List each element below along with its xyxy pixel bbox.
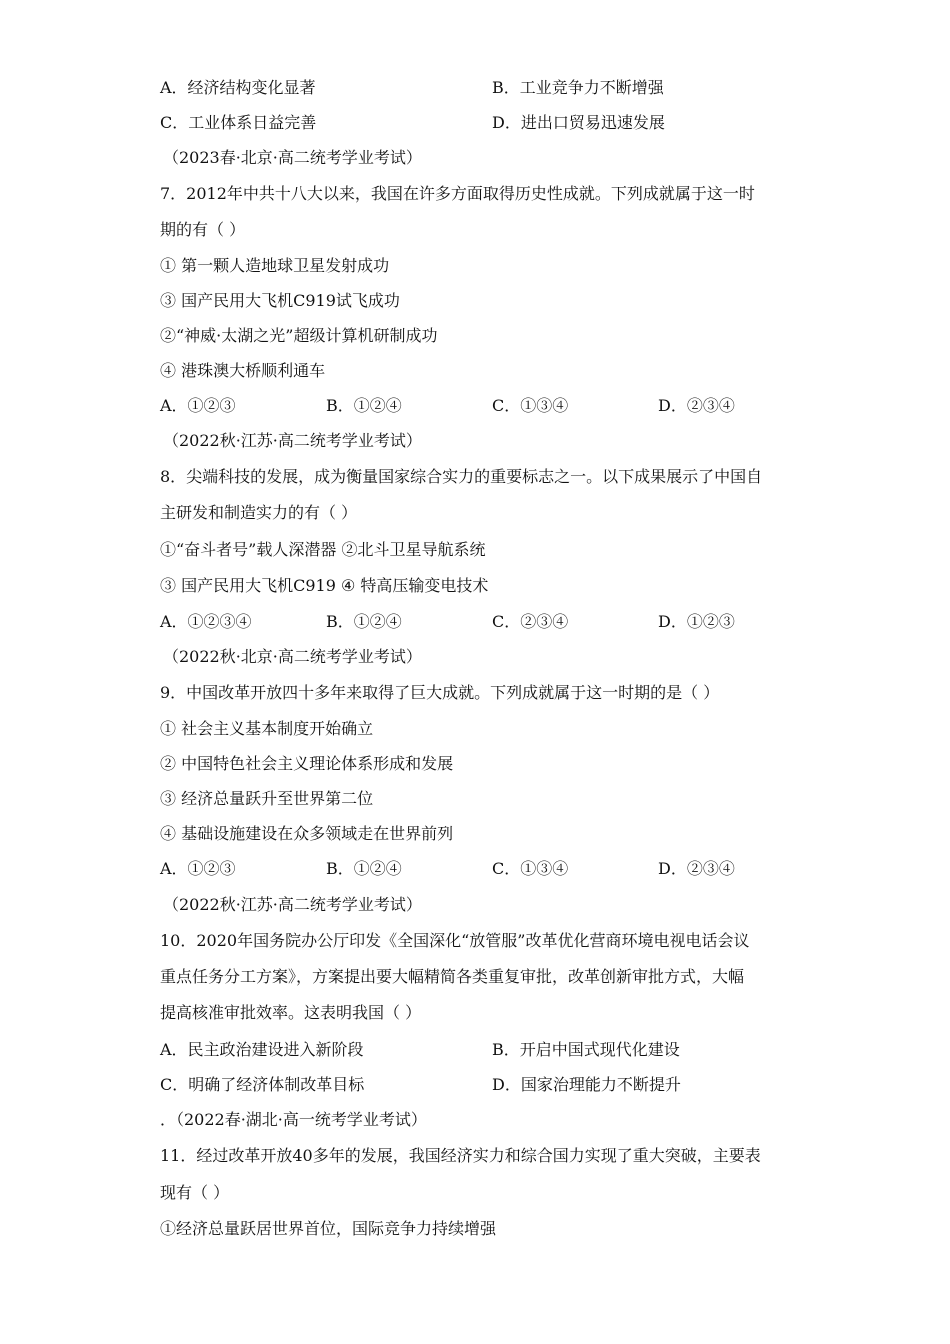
q8-stem-line2: 主研发和制造实力的有（ ） — [160, 503, 358, 522]
q8-option-d: D．①②③ — [658, 612, 735, 631]
q10-stem-line1: 10．2020年国务院办公厅印发《全国深化“放管服”改革优化营商环境电视电话会议 — [160, 931, 750, 950]
q10-stem-line3: 提高核准审批效率。这表明我国（ ） — [160, 1003, 422, 1022]
q8-option-a: A．①②③④ — [160, 612, 252, 631]
q10-option-a: A．民主政治建设进入新阶段 — [160, 1040, 364, 1059]
q7-stem-line1: 7．2012年中共十八大以来，我国在许多方面取得历史性成就。下列成就属于这一时 — [160, 184, 755, 203]
q6-option-a: A．经济结构变化显著 — [160, 78, 316, 97]
q8-option-b: B．①②④ — [326, 612, 402, 631]
q6-option-b: B．工业竞争力不断增强 — [492, 78, 664, 97]
q7-item-1: ① 第一颗人造地球卫星发射成功 — [160, 256, 390, 275]
q10-option-d: D．国家治理能力不断提升 — [492, 1075, 681, 1094]
q10-stem-line2: 重点任务分工方案》，方案提出要大幅精简各类重复审批，改革创新审批方式，大幅 — [160, 967, 745, 986]
q8-option-c: C．②③④ — [492, 612, 569, 631]
q11-stem-line1: 11．经过改革开放40多年的发展，我国经济实力和综合国力实现了重大突破，主要表 — [160, 1146, 761, 1165]
q9-option-c: C．①③④ — [492, 859, 569, 878]
q9-item-1: ① 社会主义基本制度开始确立 — [160, 719, 374, 738]
q10-option-b: B．开启中国式现代化建设 — [492, 1040, 680, 1059]
q7-stem-line2: 期的有（ ） — [160, 220, 246, 239]
q6-option-d: D．进出口贸易迅速发展 — [492, 113, 665, 132]
q9-option-a: A．①②③ — [160, 859, 236, 878]
q11-item-1: ①经济总量跃居世界首位，国际竞争力持续增强 — [160, 1219, 497, 1238]
q9-option-b: B．①②④ — [326, 859, 402, 878]
q9-item-3: ③ 经济总量跃升至世界第二位 — [160, 789, 374, 808]
q7-option-d: D．②③④ — [658, 396, 735, 415]
q8-stem-line1: 8．尖端科技的发展，成为衡量国家综合实力的重要标志之一。以下成果展示了中国自 — [160, 467, 763, 486]
q7-option-c: C．①③④ — [492, 396, 569, 415]
q7-item-3: ②“神威·太湖之光”超级计算机研制成功 — [160, 326, 438, 345]
q7-source: （2023春·北京·高二统考学业考试） — [163, 148, 422, 167]
q11-source: ．（2022春·湖北·高一统考学业考试） — [160, 1110, 427, 1129]
q9-item-4: ④ 基础设施建设在众多领域走在世界前列 — [160, 824, 454, 843]
q8-source: （2022秋·江苏·高二统考学业考试） — [163, 431, 422, 450]
q7-item-4: ④ 港珠澳大桥顺利通车 — [160, 361, 326, 380]
q10-source: （2022秋·江苏·高二统考学业考试） — [163, 895, 422, 914]
q9-item-2: ② 中国特色社会主义理论体系形成和发展 — [160, 754, 454, 773]
q8-item-2: ③ 国产民用大飞机C919 ④ 特高压输变电技术 — [160, 576, 489, 595]
q7-option-a: A．①②③ — [160, 396, 236, 415]
q9-option-d: D．②③④ — [658, 859, 735, 878]
q8-item-1: ①“奋斗者号”载人深潜器 ②北斗卫星导航系统 — [160, 540, 486, 559]
q10-option-c: C．明确了经济体制改革目标 — [160, 1075, 365, 1094]
q9-stem-line1: 9．中国改革开放四十多年来取得了巨大成就。下列成就属于这一时期的是（ ） — [160, 683, 720, 702]
q9-source: （2022秋·北京·高二统考学业考试） — [163, 647, 422, 666]
q7-item-2: ③ 国产民用大飞机C919试飞成功 — [160, 291, 400, 310]
q6-option-c: C．工业体系日益完善 — [160, 113, 317, 132]
q11-stem-line2: 现有（ ） — [160, 1183, 230, 1202]
q7-option-b: B．①②④ — [326, 396, 402, 415]
